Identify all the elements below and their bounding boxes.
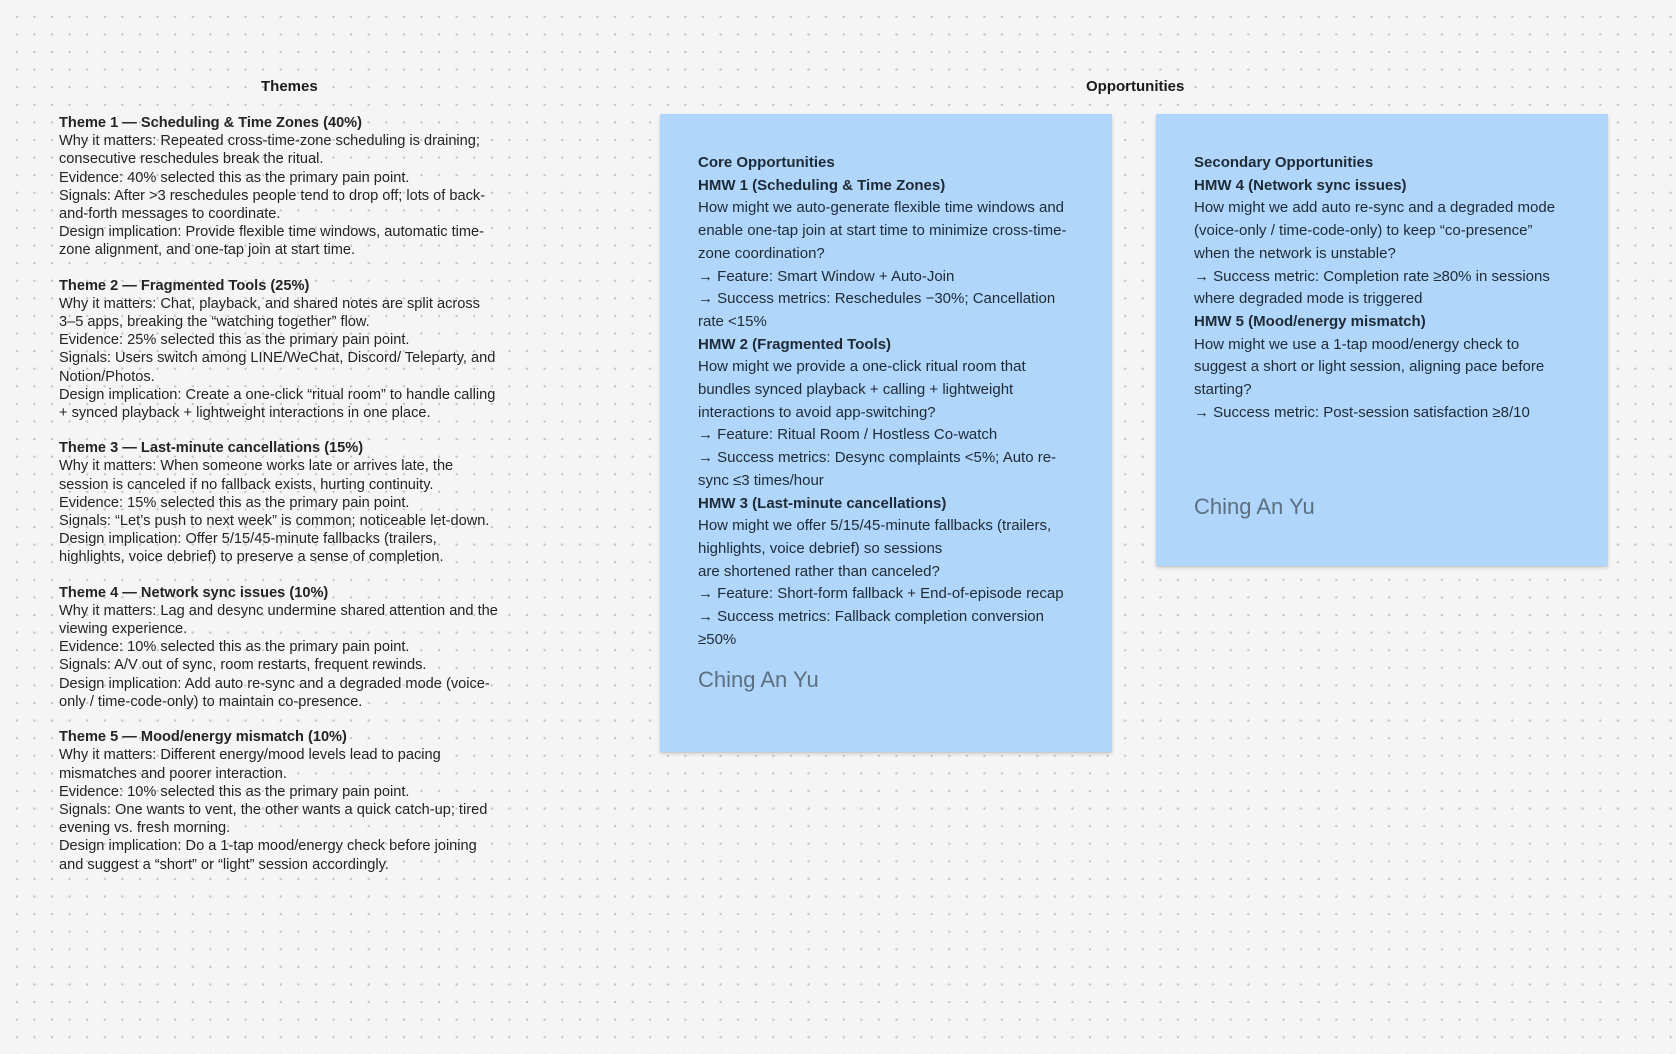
theme-why: Why it matters: When someone works late or arrives late, the session is canceled if no fallback exists, hurting continuity. [59,458,454,493]
sticky-title: Core Opportunities [698,154,835,171]
sticky-note-core-opportunities[interactable] [660,114,1112,752]
theme-title: Theme 4 — Network sync issues (10%) [59,584,329,601]
theme-title: Theme 5 — Mood/energy mismatch (10%) [59,729,347,746]
theme-title: Theme 2 — Fragmented Tools (25%) [59,277,310,294]
theme-5 [59,728,499,874]
theme-design-implication: Design implication: Add auto re-sync and a degraded mode (voice-only / time-code-only) to maintain co-presence. [59,675,490,710]
theme-design-implication: Design implication: Provide flexible time windows, automatic time-zone alignment, and one-tap join at start time. [59,224,485,259]
hmw-2-question: How might we provide a one-click ritual room that bundles synced playback + calling + lightweight interactions to avoid app-switching? [698,358,1026,421]
hmw-3-title: HMW 3 (Last-minute cancellations) [698,494,947,512]
hmw-5-question: How might we use a 1-tap mood/energy check to suggest a short or light session, aligning pace before starting? [1194,335,1545,399]
theme-4 [59,584,499,711]
hmw-1-metric: → Success metrics: Reschedules −30%; Cancellation rate <15% [698,290,1056,330]
sticky-author: Ching An Yu [698,667,819,693]
theme-signals: Signals: “Let’s push to next week” is common; noticeable let-down. [59,513,490,530]
hmw-2-metric: → Success metrics: Desync complaints <5%; Auto re-sync ≤3 times/hour [698,449,1057,489]
theme-evidence: Evidence: 10% selected this as the primary pain point. [59,783,410,800]
theme-evidence: Evidence: 15% selected this as the primary pain point. [59,494,410,511]
hmw-3-feature: → Feature: Short-form fallback + End-of-episode recap [698,585,1064,603]
theme-design-implication: Design implication: Create a one-click “ritual room” to handle calling + synced playback + lightweight interactions in one place. [59,386,496,422]
opportunities-heading: Opportunities [1086,78,1185,95]
hmw-3-question-cont: are shortened rather than canceled? [698,562,940,580]
theme-why: Why it matters: Repeated cross-time-zone scheduling is draining; consecutive reschedules break the ritual. [59,133,480,168]
hmw-1-title: HMW 1 (Scheduling & Time Zones) [698,176,946,194]
theme-evidence: Evidence: 25% selected this as the primary pain point. [59,332,410,349]
theme-title: Theme 1 — Scheduling & Time Zones (40%) [59,115,363,131]
theme-evidence: Evidence: 40% selected this as the primary pain point. [59,169,410,186]
theme-why: Why it matters: Chat, playback, and shared notes are split across 3–5 apps, breaking the “watching together” flow. [59,295,480,331]
sticky-note-secondary-opportunities[interactable] [1156,114,1608,566]
theme-evidence: Evidence: 10% selected this as the primary pain point. [59,639,410,656]
hmw-3-question: How might we offer 5/15/45-minute fallbacks (trailers, highlights, voice debrief) so sessions [698,517,1052,557]
theme-why: Why it matters: Different energy/mood levels lead to pacing mismatches and poorer interaction. [59,747,441,782]
hmw-1-question: How might we auto-generate flexible time windows and enable one-tap join at start time to minimize cross-time-zone coordination? [698,199,1067,262]
sticky-title: Secondary Opportunities [1194,154,1374,171]
theme-signals: Signals: Users switch among LINE/WeChat, Discord/ Teleparty, and Notion/Photos. [59,350,496,385]
theme-title: Theme 3 — Last-minute cancellations (15%) [59,440,364,457]
hmw-5-title: HMW 5 (Mood/energy mismatch) [1194,312,1426,330]
theme-signals: Signals: After >3 reschedules people tend to drop off; lots of back-and-forth messages to coordinate. [59,187,486,223]
theme-why: Why it matters: Lag and desync undermine shared attention and the viewing experience. [59,602,498,638]
theme-1 [59,114,499,260]
sticky-author: Ching An Yu [1194,494,1315,520]
themes-text-block[interactable] [59,114,499,891]
themes-heading: Themes [261,78,318,95]
theme-2 [59,277,499,423]
hmw-4-title: HMW 4 (Network sync issues) [1194,176,1407,194]
hmw-3-metric: → Success metrics: Fallback completion conversion ≥50% [698,608,1044,648]
hmw-4-metric: → Success metric: Completion rate ≥80% in sessions where degraded mode is triggered [1194,267,1550,308]
hmw-1-feature: → Feature: Smart Window + Auto-Join [698,267,955,285]
theme-signals: Signals: One wants to vent, the other wants a quick catch-up; tired evening vs. fresh morning. [59,801,488,837]
theme-design-implication: Design implication: Do a 1-tap mood/energy check before joining and suggest a “short” or “light” session accordingly. [59,838,477,873]
theme-design-implication: Design implication: Offer 5/15/45-minute fallbacks (trailers, highlights, voice debrief) to preserve a sense of completion. [59,531,444,566]
hmw-2-feature: → Feature: Ritual Room / Hostless Co-watch [698,426,998,444]
hmw-4-question: How might we add auto re-sync and a degraded mode (voice-only / time-code-only) to keep “co-presence” when the network is unstable? [1194,199,1556,262]
theme-signals: Signals: A/V out of sync, room restarts, frequent rewinds. [59,657,427,674]
hmw-2-title: HMW 2 (Fragmented Tools) [698,335,892,353]
hmw-5-metric: → Success metric: Post-session satisfaction ≥8/10 [1194,403,1530,421]
theme-3 [59,439,499,566]
